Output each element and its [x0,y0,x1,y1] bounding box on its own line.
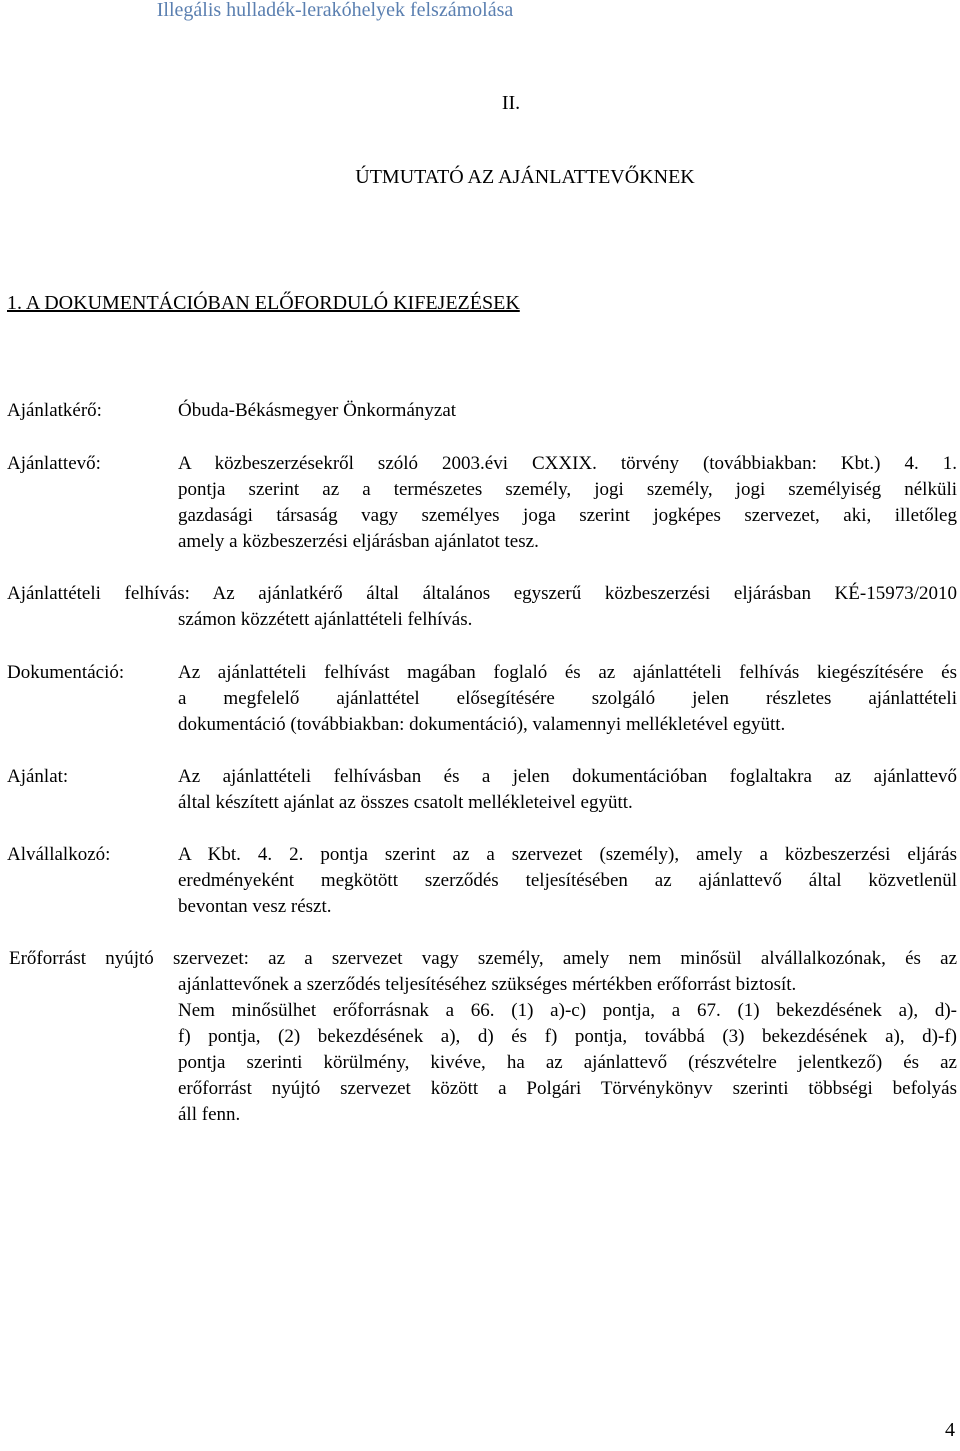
running-title: Illegális hulladék-lerakóhelyek felszámolása [156,0,514,21]
page-number: 4 [945,1419,955,1441]
definition-text: Az ajánlattételi felhívást magában foglaló és az ajánlattételi felhívás kiegészítésére és a megfelelő ajánlattétel elősegítésére szolgáló jelen részletes ajánlattételi dokumentáció (továbbiakban: dokumentáció), valamennyi mellékletével együtt. [178,662,957,735]
definition-text: A Kbt. 4. 2. pontja szerint az a szervezet (személy), amely a közbeszerzési eljárás eredményeként megkötött szerződés teljesítésében az ajánlattevő által közvetlenül bevontan vesz részt. [178,844,957,917]
definition-term: Ajánlatkérő: [7,400,102,421]
definition-text: Óbuda-Békásmegyer Önkormányzat [178,400,457,421]
definition-term: Ajánlat: [7,766,69,787]
definition-first-line: Erőforrást nyújtó szervezet: az a szervezet vagy személy, amely nem minősül alvállalkozónak, és az [9,948,958,969]
definition-eroforrast-nyujto-szervezet: Erőforrást nyújtó szervezet: az a szervezet vagy személy, amely nem minősül alvállalkozónak, és az ajánlattevőnek a szerződés teljesítéséhez szükséges mértékben erőforrást biztosít. Nem minősülhet erőforrásnak a 66. (1) a)-c) pontja, a 67. (1) bekezdésének a), d)- f) pontja, (2) bekezdésének a), d) és f) pontja, továbbá (3) bekezdésének a), d)-f) pontja szerinti körülmény, kivéve, ha az ajánlattevő (részvételre jelentkező) és az erőforrást nyújtó szervezet között a Polgári Törvénykönyv szerinti többségi befolyás áll fenn. [9,948,958,1125]
definition-term: Ajánlattételi felhívás: [7,583,190,604]
definition-text: Az ajánlattételi felhívásban és a jelen dokumentációban foglaltakra az ajánlattevő által készített ajánlat az összes csatolt mellékleteivel együtt. [178,766,957,813]
definition-term: Ajánlattevő: [7,453,101,474]
chapter-number: II. [501,92,521,114]
section-heading: 1. A DOKUMENTÁCIÓBAN ELŐFORDULÓ KIFEJEZÉSEK [7,292,520,314]
definition-term: Erőforrást nyújtó szervezet: [9,948,249,969]
definition-term: Dokumentáció: [7,662,125,683]
definition-first-line: Ajánlattételi felhívás: Az ajánlatkérő által általános egyszerű közbeszerzési eljárásban KÉ-15973/2010 [7,583,957,604]
definition-term: Alvállalkozó: [7,844,111,865]
chapter-title: ÚTMUTATÓ AZ AJÁNLATTEVŐKNEK [355,166,695,188]
definition-ajanlatteteli-felhivas: Ajánlattételi felhívás: Az ajánlatkérő által általános egyszerű közbeszerzési eljárásban KÉ-15973/2010 számon közzétett ajánlattételi felhívás. [7,583,957,630]
definition-text: A közbeszerzésekről szóló 2003.évi CXXIX. törvény (továbbiakban: Kbt.) 4. 1. pontja szerint az a természetes személy, jogi személy, jogi személyiség nélküli gazdasági társaság vagy személyes joga szerint jogképes szervezet, aki, illetőleg amely a közbeszerzési eljárásban ajánlatot tesz. [178,453,957,552]
running-header [0,0,960,22]
